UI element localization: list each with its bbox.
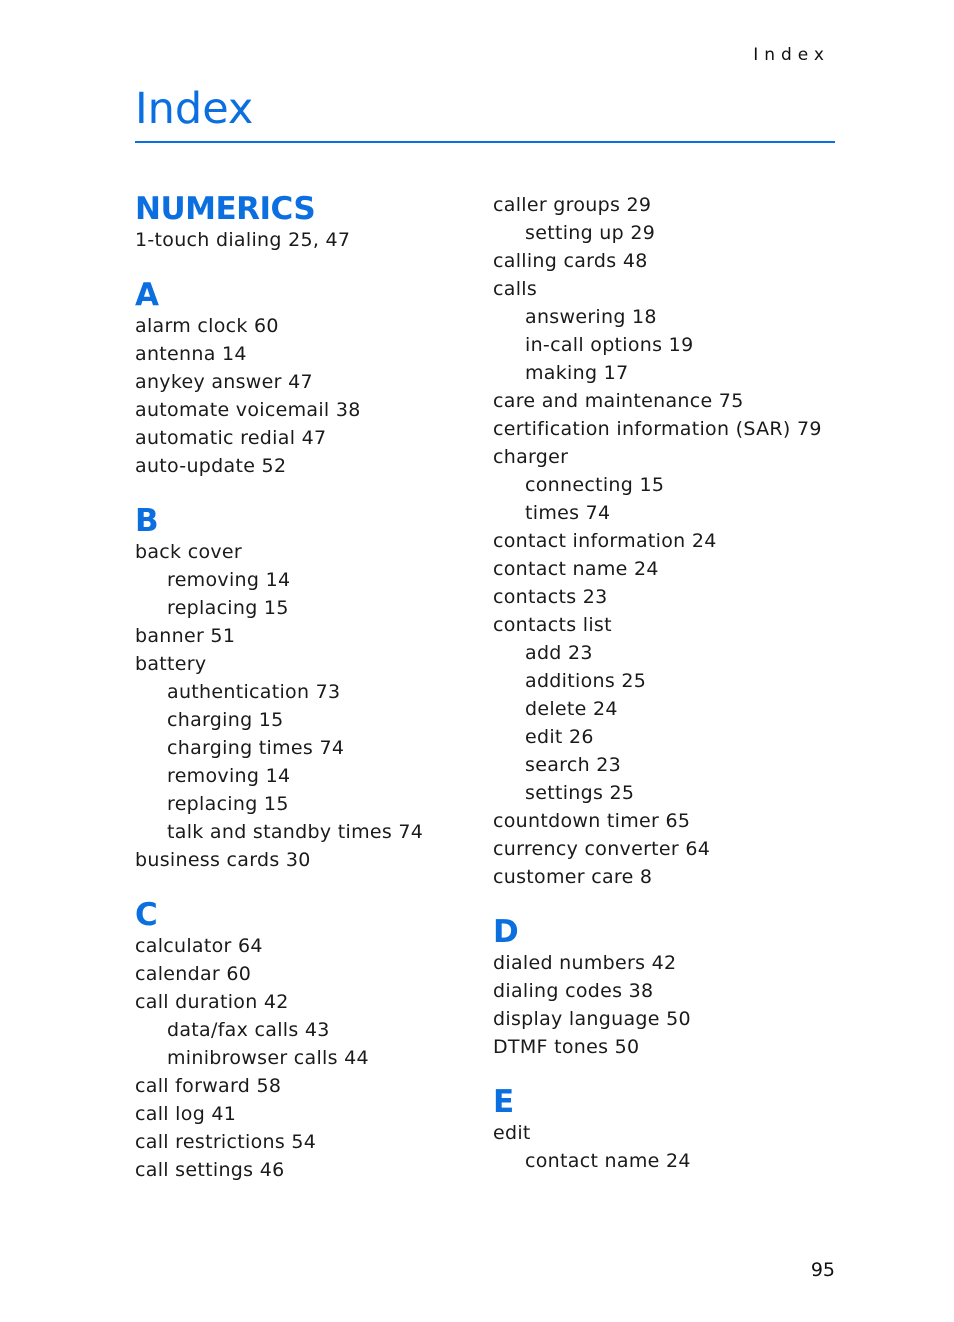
section-letter: B: [135, 503, 159, 539]
index-entry: call log 41: [135, 1103, 237, 1125]
index-subentry: edit 26: [525, 726, 594, 748]
page-number: 95: [810, 1259, 835, 1281]
section-letter: A: [135, 277, 159, 313]
index-subentry: settings 25: [525, 782, 635, 804]
index-entry: automate voicemail 38: [135, 399, 361, 421]
index-entry: anykey answer 47: [135, 371, 313, 393]
index-entry: antenna 14: [135, 343, 247, 365]
index-entry: business cards 30: [135, 849, 311, 871]
index-column-left: [135, 190, 475, 1206]
index-entry: call settings 46: [135, 1159, 285, 1181]
index-entry: auto-update 52: [135, 455, 287, 477]
index-subentry: talk and standby times 74: [167, 821, 424, 843]
index-entry: care and maintenance 75: [493, 390, 744, 412]
index-entry: display language 50: [493, 1008, 691, 1030]
index-entry: automatic redial 47: [135, 427, 327, 449]
section-letter: C: [135, 897, 158, 933]
index-subentry: connecting 15: [525, 474, 665, 496]
index-subentry: in-call options 19: [525, 334, 694, 356]
index-entry: countdown timer 65: [493, 810, 691, 832]
index-subentry: removing 14: [167, 569, 291, 591]
index-section: [493, 1083, 833, 1175]
index-subentry: making 17: [525, 362, 629, 384]
index-column-right: [493, 190, 833, 1197]
index-entry: dialed numbers 42: [493, 952, 677, 974]
index-entry: edit: [493, 1122, 531, 1144]
index-subentry: charging 15: [167, 709, 284, 731]
index-entry: contact information 24: [493, 530, 717, 552]
index-section: [135, 896, 475, 1184]
index-entry: contacts list: [493, 614, 612, 636]
index-entry: calls: [493, 278, 538, 300]
index-section: [493, 913, 833, 1061]
index-entry: DTMF tones 50: [493, 1036, 640, 1058]
index-subentry: data/fax calls 43: [167, 1019, 330, 1041]
index-entry: charger: [493, 446, 569, 468]
index-subentry: minibrowser calls 44: [167, 1047, 369, 1069]
index-entry: caller groups 29: [493, 194, 652, 216]
index-entry: call duration 42: [135, 991, 289, 1013]
index-entry: customer care 8: [493, 866, 653, 888]
index-entry: back cover: [135, 541, 243, 563]
index-subentry: delete 24: [525, 698, 618, 720]
index-subentry: times 74: [525, 502, 611, 524]
index-section: [135, 502, 475, 874]
index-section: [493, 190, 833, 891]
section-letter: E: [493, 1084, 514, 1120]
index-subentry: setting up 29: [525, 222, 656, 244]
index-entry: 1-touch dialing 25, 47: [135, 229, 351, 251]
index-subentry: charging times 74: [167, 737, 345, 759]
index-subentry: contact name 24: [525, 1150, 691, 1172]
index-entry: currency converter 64: [493, 838, 711, 860]
index-entry: battery: [135, 653, 207, 675]
running-head: Index: [753, 45, 830, 65]
index-entry: alarm clock 60: [135, 315, 279, 337]
title-rule: [135, 141, 835, 143]
index-entry: certification information (SAR) 79: [493, 418, 822, 440]
index-subentry: removing 14: [167, 765, 291, 787]
index-entry: calendar 60: [135, 963, 252, 985]
index-entry: contact name 24: [493, 558, 659, 580]
index-subentry: authentication 73: [167, 681, 341, 703]
index-entry: calling cards 48: [493, 250, 648, 272]
index-subentry: additions 25: [525, 670, 647, 692]
index-subentry: replacing 15: [167, 597, 289, 619]
index-entry: call restrictions 54: [135, 1131, 317, 1153]
section-letter: NUMERICS: [135, 191, 316, 227]
index-subentry: add 23: [525, 642, 593, 664]
section-letter: D: [493, 914, 519, 950]
index-entry: call forward 58: [135, 1075, 282, 1097]
index-section: [135, 190, 475, 254]
index-subentry: answering 18: [525, 306, 657, 328]
page-title: Index: [135, 84, 254, 134]
index-entry: banner 51: [135, 625, 236, 647]
index-entry: dialing codes 38: [493, 980, 654, 1002]
index-section: [135, 276, 475, 480]
index-subentry: replacing 15: [167, 793, 289, 815]
index-entry: calculator 64: [135, 935, 263, 957]
index-entry: contacts 23: [493, 586, 608, 608]
index-subentry: search 23: [525, 754, 622, 776]
